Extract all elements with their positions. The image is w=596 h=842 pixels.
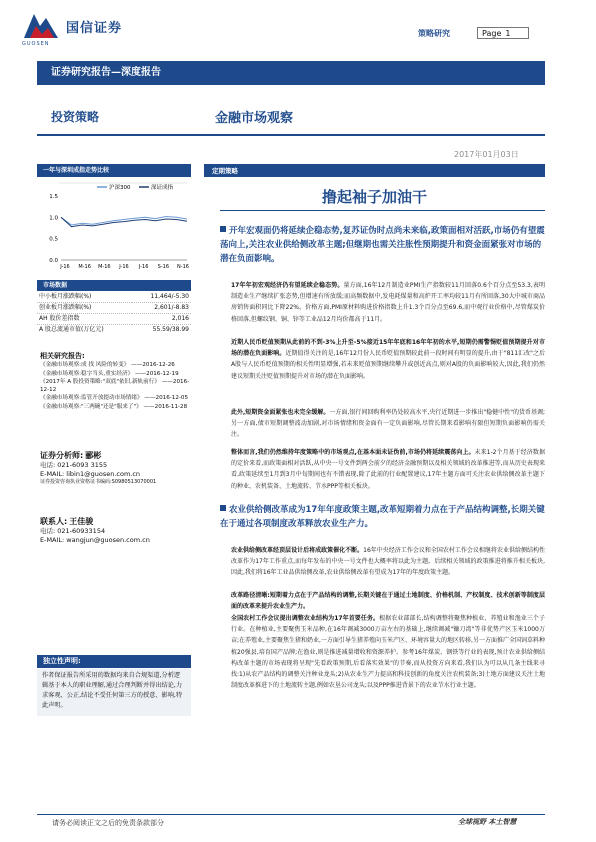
chart-legend [97, 183, 174, 191]
x-tick-label: M-16 [78, 264, 91, 270]
table-row [37, 292, 191, 303]
contact-info [40, 517, 192, 545]
paragraph [231, 590, 545, 612]
page-label: Page [482, 29, 502, 38]
related-item[interactable]: 《金融市场观察:监管开放提动市场情绪》 ——2016-12-05 [40, 395, 189, 402]
para-text: 一方面,银行间回购利率仍处较高水平,央行近期进一步推出"稳健中性"的货币基调;另一方面,债市短期调整波动加剧,对市场情绪和资金面有一定负面影响,尽管长期来看影响有限但短期负面影响仍需关注。 [231, 409, 546, 439]
row-value: 11,464/-5.30 [150, 293, 189, 300]
row-label: AH 股价差指数 [37, 314, 132, 325]
row-value: 2,016 [132, 314, 191, 325]
row-value: 2,601/-8.83 [132, 303, 191, 314]
y-tick-label: 0.0 [49, 258, 58, 264]
logo-text: 国信证券 [66, 21, 123, 36]
y-tick-label: 1.5 [49, 194, 58, 200]
table-row [37, 314, 191, 325]
row-label: A 股总流通市值(万亿元) [37, 325, 132, 336]
paragraph [231, 545, 545, 579]
x-tick-label: J-16 [138, 264, 149, 270]
para-text: 根据农业部部长,结构调整将聚焦种植业、养殖业和渔业三个子行业。在种植业,主要聚焦玉米品种,在16年调减3000万亩左右的基础上,继续调减"镰刀湾"等非优势产区玉米1000万亩;在养殖业,主要聚焦生猪和奶业,一方面引导生猪养殖向玉米产区、环境容量大的地区转移,另一方面推广全国饲草料种植20强县,培育国产品牌;在渔业,则是推进减量增收和资源养护。参考16年煤炭、钢铁等行业的表现,预计农业供给侧结构改革主题的市场表现将呈现"先看政策预期,后看落实效果"的节奏,而从投资方向来看,我们认为可以从几条主线来寻找:1)从农产品结构的调整关注种业龙头;2)从农业生产力提高和科技创新的角度关注农机装备;3)土地方面建议关注土地制度改革推进下的土地流转主题,例如农垦公司龙头;以及PPP推进背景下的农业节水行业主题。 [231, 615, 545, 690]
para-lead: 此外,短期资金面紧张也未完全缓解。 [231, 409, 330, 416]
subheading-text: 农业供给侧改革成为17年年度政策主题,改革短期着力点在于产品结构调整,长期关键在于通过各项制度改革释放农业生产力。 [220, 505, 545, 529]
x-tick-label: N-16 [177, 264, 189, 270]
contact-email[interactable]: E-MAIL: wangjun@guosen.com.cn [40, 536, 150, 544]
main-title: 撸起袖子加油干 [321, 188, 427, 206]
paragraph [231, 613, 545, 691]
row-value: 55.59/38.99 [132, 325, 191, 336]
summary-text: 开年宏观面仍将延续企稳态势,复苏证伪时点尚未来临,政策面相对活跃,市场仍有望震荡向上,关注农业供给侧改革主题;但继期也需关注胀性预期提升和资金面紧张对市场的潜在负面影响。 [220, 226, 545, 264]
market-data-header: 市场数据 [37, 280, 191, 291]
para-text: 未来1-2个月基于经济数据的定价来看,而政策面相对活跃,从中央一号文件到两会前夕的经济金融预期以及相关领域的改革推进等,而从历史表现来看,政策延续至1月到3月中旬期间也有不错表现,除了此前的行业配置建议,17年主题方面可关注农业供给侧改革主题下的种业、农机装备、土地流转、节水PPP等相关板块。 [231, 449, 545, 490]
related-item[interactable]: 《金融市场观察:成 找 风险的转变》 ——2016-12-26 [40, 362, 175, 369]
para-lead: 17年年初宏观经济仍有望延续企稳态势。 [231, 282, 344, 289]
related-item[interactable]: 《金融市场观察:"三两碗"还是"服来了"》 ——2016-11-28 [40, 403, 188, 410]
x-tick-label: M-16 [98, 264, 111, 270]
contact-name: 王佳骏 [69, 517, 94, 526]
para-lead: 整体而言,我们仍然维持年度策略中的市场观点,在基本面未证伪前,市场仍将延续震荡向上。 [231, 449, 475, 456]
contact-phone: 电话: 021-60933154 [40, 527, 106, 535]
paragraph [231, 447, 545, 492]
title-row [37, 100, 545, 136]
analyst-info [40, 451, 192, 486]
analyst-email[interactable]: E-MAIL: libin1@guosen.com.cn [40, 470, 141, 478]
subheading [220, 503, 545, 531]
report-title: 金融市场观察 [215, 111, 294, 126]
report-type-banner: 证券研究报告—深度报告 [37, 61, 545, 85]
para-lead: 农业供给侧改革经顶层设计后将成政策催化不断。 [231, 547, 364, 554]
bullet-icon [220, 226, 226, 232]
para-text: 量方面,16年12月制造业PMI生产指数较11月回落0.6个百分点至53.3,表明制造业生产继续扩张态势,但增速有所放缓;而高频数据中,发电耗煤量和高炉开工率均较11月有所回落,30大中城市商品房销售面积同比下降22%。价格方面,PMI原材料购进价格指数上升1.3个百分点至69.6,而中观行业价格中,尽管煤炭价格回落,但螺纹钢、铜、锌等工业品12月均价都高于11月。 [231, 282, 545, 323]
analyst-certificate: 证券投资咨询执业资格证书编码:S0980513070001 [40, 479, 157, 485]
analyst-title: 证券分析师: [40, 451, 84, 460]
para-lead: 全国农村工作会议提出调整农业结构为17年首要任务。 [231, 615, 380, 622]
divider [220, 210, 545, 211]
independence-header: 独立性声明: [37, 655, 191, 668]
strategy-tag: 定期策略 [212, 167, 238, 175]
report-date: 2017年01月03日 [454, 150, 519, 159]
y-tick-label: 1.0 [49, 215, 58, 222]
series-line-1 [61, 217, 187, 226]
related-item[interactable]: 《2017年 A 股投资策略:"双底"依旧,新轨前行》 ——2016-12-12 [40, 378, 190, 394]
para-lead: 近期人民币贬值预期从此前的不到-3%上升至-5%接近15年年底和16年年初的水平,短期仍需警惕贬值预期提升对市场的潜在负面影响。 [231, 339, 545, 358]
page-number: 1 [505, 29, 511, 38]
slogan: 全球视野 本土智慧 [458, 818, 517, 826]
chart-header: 一年与深圳成指走势比较 [37, 164, 191, 177]
paragraph [231, 337, 545, 382]
x-tick-label: J-16 [60, 264, 70, 270]
contact-title: 联系人: [40, 517, 68, 526]
table-row [37, 303, 191, 314]
paragraph [231, 407, 545, 441]
index-comparison-chart [37, 178, 191, 276]
report-category: 策略研究 [418, 29, 450, 38]
related-research [40, 352, 192, 411]
para-lead: 改革路径清晰:短期着力点在于产品结构的调整,长期关键在于通过土地制度、价格机制、产权制度、技术创新等制度层面的改革来提升农业生产力。 [231, 592, 545, 611]
para-text: 近期值得关注的是,16年12月份人民币贬值预期较此前一段时间有明显的提升,由于"811汇改"之后A股与人民币贬值预期的相关性明显增强,若未来贬值预期继续攀升或创近高点,则对A股的负面影响较大,因此,我们仍然建议短期关注贬值预期提升对市场的潜在负面影响。 [231, 350, 545, 380]
disclaimer-note: 请务必阅读正文之后的免责条款部分 [52, 819, 164, 827]
y-tick-label: 0.5 [49, 236, 58, 243]
logo-english: GUOSEN [22, 41, 50, 47]
x-tick-label: J-16 [119, 264, 129, 270]
bullet-icon [220, 505, 226, 511]
page-indicator [477, 27, 529, 39]
guosen-logo-icon [20, 8, 62, 42]
x-tick-label: S-16 [157, 264, 170, 270]
footer-divider [37, 814, 545, 815]
market-data-table [37, 292, 191, 335]
right-header-bar [204, 164, 545, 177]
analyst-phone: 电话: 021-6093 3155 [40, 461, 108, 469]
summary [220, 224, 545, 266]
row-label: 中小板月涨跌幅(%) [39, 293, 92, 300]
legend-series-1: 沪深300 [109, 185, 131, 191]
section-title: 投资策略 [51, 110, 100, 124]
analyst-name: 郦彬 [85, 451, 102, 460]
related-header: 相关研究报告: [40, 352, 85, 360]
row-label: 创业板月涨跌幅(%) [37, 303, 132, 314]
para-text: 16年中央经济工作会议和全国农村工作会议相继将农业供给侧结构性改革作为17年工作重点,而每年发布的中央一号文件也大概率将以此为主题。后续相关领域的政策推进将推升相关板块,因此,我们将16年工业品供给侧改革,农业供给侧改革有望成为17年的年度政策主题。 [231, 547, 545, 577]
paragraph [231, 280, 545, 325]
related-item[interactable]: 《金融市场观察:稳字当头,重实经济》 ——2016-12-19 [40, 370, 179, 377]
series-line-2 [61, 217, 187, 226]
legend-series-2: 深证成指 [151, 185, 174, 191]
independence-text: 作者保证报告所采用的数据均来自合规渠道,分析逻辑基于本人的职业理解,通过合理判断并得出结论,力求客观、公正,结论不受任何第三方的授意、影响,特此声明。 [37, 669, 191, 716]
table-row [37, 325, 191, 336]
